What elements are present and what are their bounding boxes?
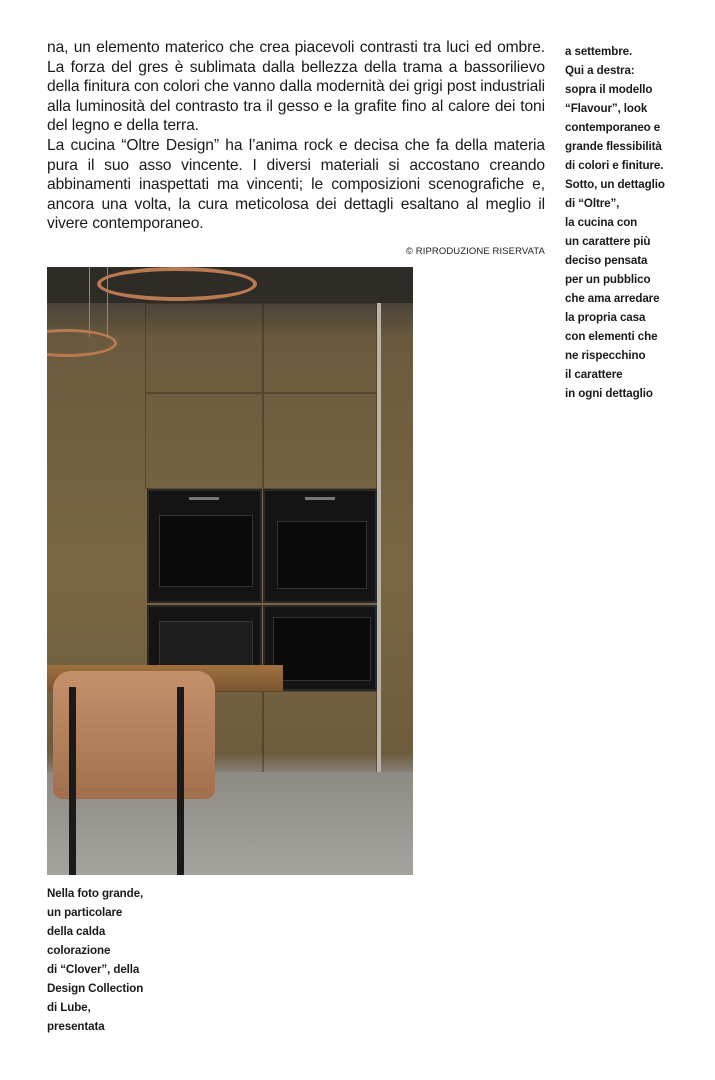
caption-line: in ogni dettaglio [565,387,653,400]
cabinet-panel [263,393,377,489]
caption-line: di colori e finiture. [565,159,664,172]
pendant-lamp-ring [97,267,257,301]
chair-leg [177,687,184,875]
caption-line: della calda [47,925,106,938]
caption-line: la cucina con [565,216,638,229]
cabinet-panel [145,303,263,393]
caption-line: per un pubblico [565,273,651,286]
caption-line: Qui a destra: [565,64,635,77]
chair-leg [69,687,76,875]
caption-line: colorazione [47,944,111,957]
oven-left-top [147,489,262,603]
caption-line: ne rispecchino [565,349,646,362]
caption-line: deciso pensata [565,254,648,267]
article-paragraph-2: La cucina “Oltre Design” ha l’anima rock e decisa che fa della materia pura il suo asso vincente. I diversi materiali si accostano creando abbinamenti inaspettati ma vincenti; le composizioni scenografiche e, ancora una volta, la cura meticolosa dei dettagli esaltano al meglio il vivere contemporaneo. [47,136,545,233]
cabinet-panel [263,303,377,393]
caption-line: Nella foto grande, [47,887,144,900]
caption-line: un particolare [47,906,123,919]
caption-line: presentata [47,1020,105,1033]
copyright-notice: © RIPRODUZIONE RISERVATA [405,246,545,257]
caption-line: con elementi che [565,330,658,343]
caption-line: un carattere più [565,235,651,248]
oven-right-top [263,489,377,603]
caption-line: contemporaneo e [565,121,661,134]
caption-line: che ama arredare [565,292,660,305]
caption-line: Design Collection [47,982,144,995]
caption-line: di “Oltre”, [565,197,620,210]
lamp-wire [89,267,90,337]
cabinet-divider [377,303,381,803]
caption-line: di Lube, [47,1001,91,1014]
caption-line: il carattere [565,368,623,381]
caption-line: grande flessibilità [565,140,662,153]
cabinet-panel [145,393,263,489]
caption-line: Sotto, un dettaglio [565,178,665,191]
caption-right [565,42,705,403]
kitchen-photo [47,267,413,875]
caption-line: sopra il modello [565,83,653,96]
cabinet-panel [263,691,377,775]
caption-line: “Flavour”, look [565,102,648,115]
caption-bottom [47,884,187,1036]
caption-line: la propria casa [565,311,646,324]
article-body [47,38,545,234]
chair-back [53,671,215,799]
caption-line: a settembre. [565,45,633,58]
caption-line: di “Clover”, della [47,963,140,976]
article-paragraph-1: na, un elemento materico che crea piacevoli contrasti tra luci ed ombre. La forza del gres è sublimata dalla bellezza della trama a bassorilievo della finitura con colori che vanno dalla modernità dei grigi post industriali alla luminosità del contrasto tra il gesso e la grafite fino al calore dei toni del legno e della terra. [47,39,545,135]
